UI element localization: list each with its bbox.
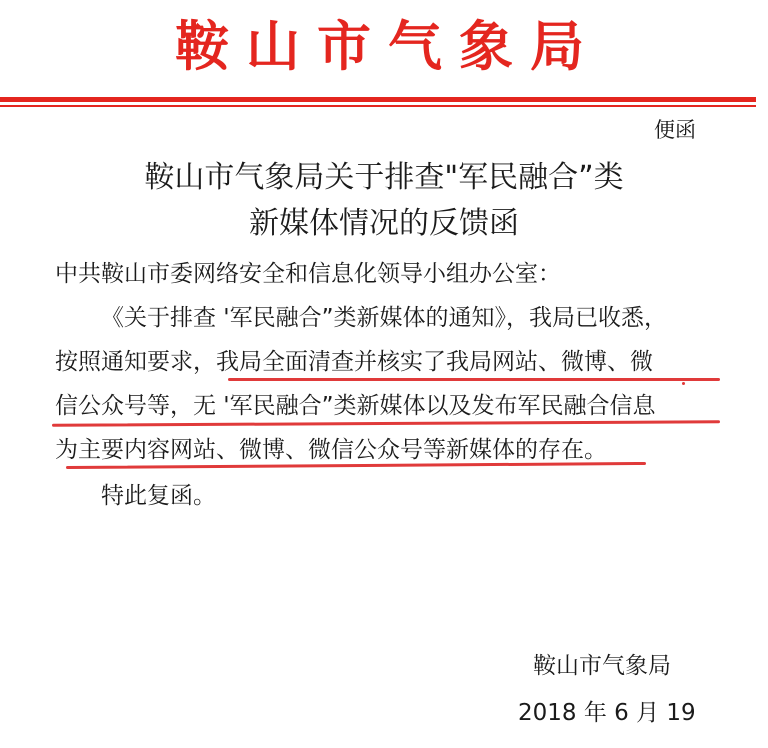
body-line-2 (55, 346, 653, 378)
body-line-1: 《关于排查 '军民融合”类新媒体的通知》，我局已收悉， (101, 305, 668, 331)
masthead-rule-thin (0, 105, 756, 107)
document-type-label: 便函 (654, 118, 696, 142)
document-title-line-2: 新媒体情况的反馈函 (249, 206, 519, 241)
salutation: 中共鞍山市委网络安全和信息化领导小组办公室： (55, 261, 561, 287)
body-line-4-plain: 为 (55, 437, 78, 463)
body-line-3: 信公众号等，无 '军民融合”类新媒体以及发布军民融合信息 (55, 393, 656, 419)
annotation-dot (682, 382, 685, 385)
body-line-4 (55, 434, 607, 466)
closing-line: 特此复函。 (101, 483, 216, 509)
document-title-line-1: 鞍山市气象局关于排查"军民融合”类 (144, 160, 624, 195)
body-line-2-plain: 按照通知要求， (55, 349, 216, 375)
masthead-rule-thick (0, 97, 756, 102)
masthead-title: 鞍山市气象局 (175, 15, 601, 78)
signature-org: 鞍山市气象局 (533, 653, 671, 679)
annotation-underline-1 (228, 378, 720, 381)
body-line-2-highlighted: 我局全面清查并核实了我局网站、微博、微 (216, 349, 653, 375)
body-line-4-highlighted: 主要内容网站、微博、微信公众号等新媒体的存在。 (78, 437, 607, 463)
signature-date: 2018 年 6 月 19 (518, 700, 696, 726)
